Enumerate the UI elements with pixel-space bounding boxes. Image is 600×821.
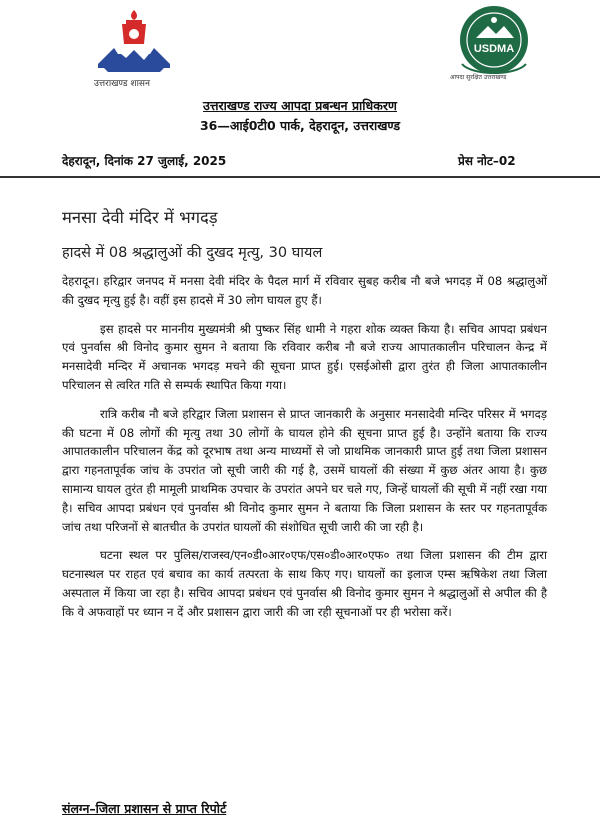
paragraph: इस हादसे पर माननीय मुख्यमंत्री श्री पुष्कर सिंह धामी ने गहरा शोक व्यक्त किया है। सचिव आपदा प्रबंधन एवं पुनर्वास श्री विनोद कुमार सुमन ने बताया कि रविवार करीब नौ बजे राज्य आपातकालीन परिचालन केन्द्र में मनसादेवी मन्दिर में अचानक भगदड़ मचने की सूचना प्राप्त हुई। एसईओसी द्वारा तुरंत ही जिला आपातकालीन परिचालन से त्वरित गति से सम्पर्क स्थापित किया गया। — [62, 321, 547, 392]
subheadline: हादसे में 08 श्रद्धालुओं की दुखद मृत्यु, 30 घायल — [62, 245, 323, 261]
attachment-note: संलग्न–जिला प्रशासन से प्राप्त रिपोर्ट — [62, 801, 227, 816]
org-name: उत्तराखण्ड राज्य आपदा प्रबन्धन प्राधिकरण — [203, 98, 397, 113]
paragraph: देहरादून। हरिद्वार जनपद में मनसा देवी मंदिर के पैदल मार्ग में रविवार सुबह करीब नौ बजे भगदड़ में 08 श्रद्धालुओं की दुखद मृत्यु हुई है। वहीं इस हादसे में 30 लोग घायल हुए हैं। — [62, 274, 547, 307]
press-release-body — [62, 272, 547, 632]
press-note-number: प्रेस नोट–02 — [458, 154, 516, 168]
usdma-text: USDMA — [473, 43, 515, 55]
header-divider — [0, 176, 600, 178]
headline: मनसा देवी मंदिर में भगदड़ — [62, 208, 218, 227]
org-address: 36—आई0टी0 पार्क, देहरादून, उत्तराखण्ड — [199, 118, 401, 133]
right-logo-caption: आपदा सुरक्षित उत्तराखण्ड — [450, 74, 507, 81]
organization-header — [0, 96, 600, 136]
dateline: देहरादून, दिनांक 27 जुलाई, 2025 — [62, 154, 227, 168]
paragraph: घटना स्थल पर पुलिस/राजस्व/एन०डी०आर०एफ/एस०डी०आर०एफ० तथा जिला प्रशासन की टीम द्वारा घटनास्थल पर राहत एवं बचाव का कार्य तत्परता के साथ किए गए। घायलों का इलाज एम्स ऋषिकेश तथा जिला अस्पताल में किया जा रहा है। सचिव आपदा प्रबंधन एवं पुनर्वास श्री विनोद कुमार सुमन ने श्रद्धालुओं से अपील की है कि वे अफवाहों पर ध्यान न दें और प्रशासन द्वारा जारी की जा रही सूचनाओं पर ही भरोसा करें। — [62, 548, 547, 619]
paragraph: रात्रि करीब नौ बजे हरिद्वार जिला प्रशासन से प्राप्त जानकारी के अनुसार मनसादेवी मन्दिर परिसर में भगदड़ की घटना में 08 लोगों की मृत्यु तथा 30 लोगों के घायल होने की सूचना प्राप्त हुई है। उन्होंने बताया कि राज्य आपातकालीन परिचालन केंद्र को दूरभाष तथा अन्य माध्यमों से जो प्राथमिक जानकारी प्राप्त हुई तथा जिला प्रशासन द्वारा गहनतापूर्वक जांच के उपरांत जो सूची जारी की गई है, उसमें घायलों की संख्या में कुछ अंतर आया है। कुछ सामान्य घायल तुरंत ही मामूली प्राथमिक उपचार के उपरांत अपने घर चले गए, जिन्हें घायलों की सूची में नहीं रखा गया है। सचिव आपदा प्रबंधन एवं पुनर्वास श्री विनोद कुमार सुमन ने बताया कि जिला प्रशासन के स्तर पर गहनतापूर्वक जांच तथा परिजनों से बातचीत के उपरांत घायलों की संशोधित सूची जारी की जा रही है। — [62, 406, 547, 534]
left-logo-caption: उत्तराखण्ड शासन — [94, 79, 151, 89]
